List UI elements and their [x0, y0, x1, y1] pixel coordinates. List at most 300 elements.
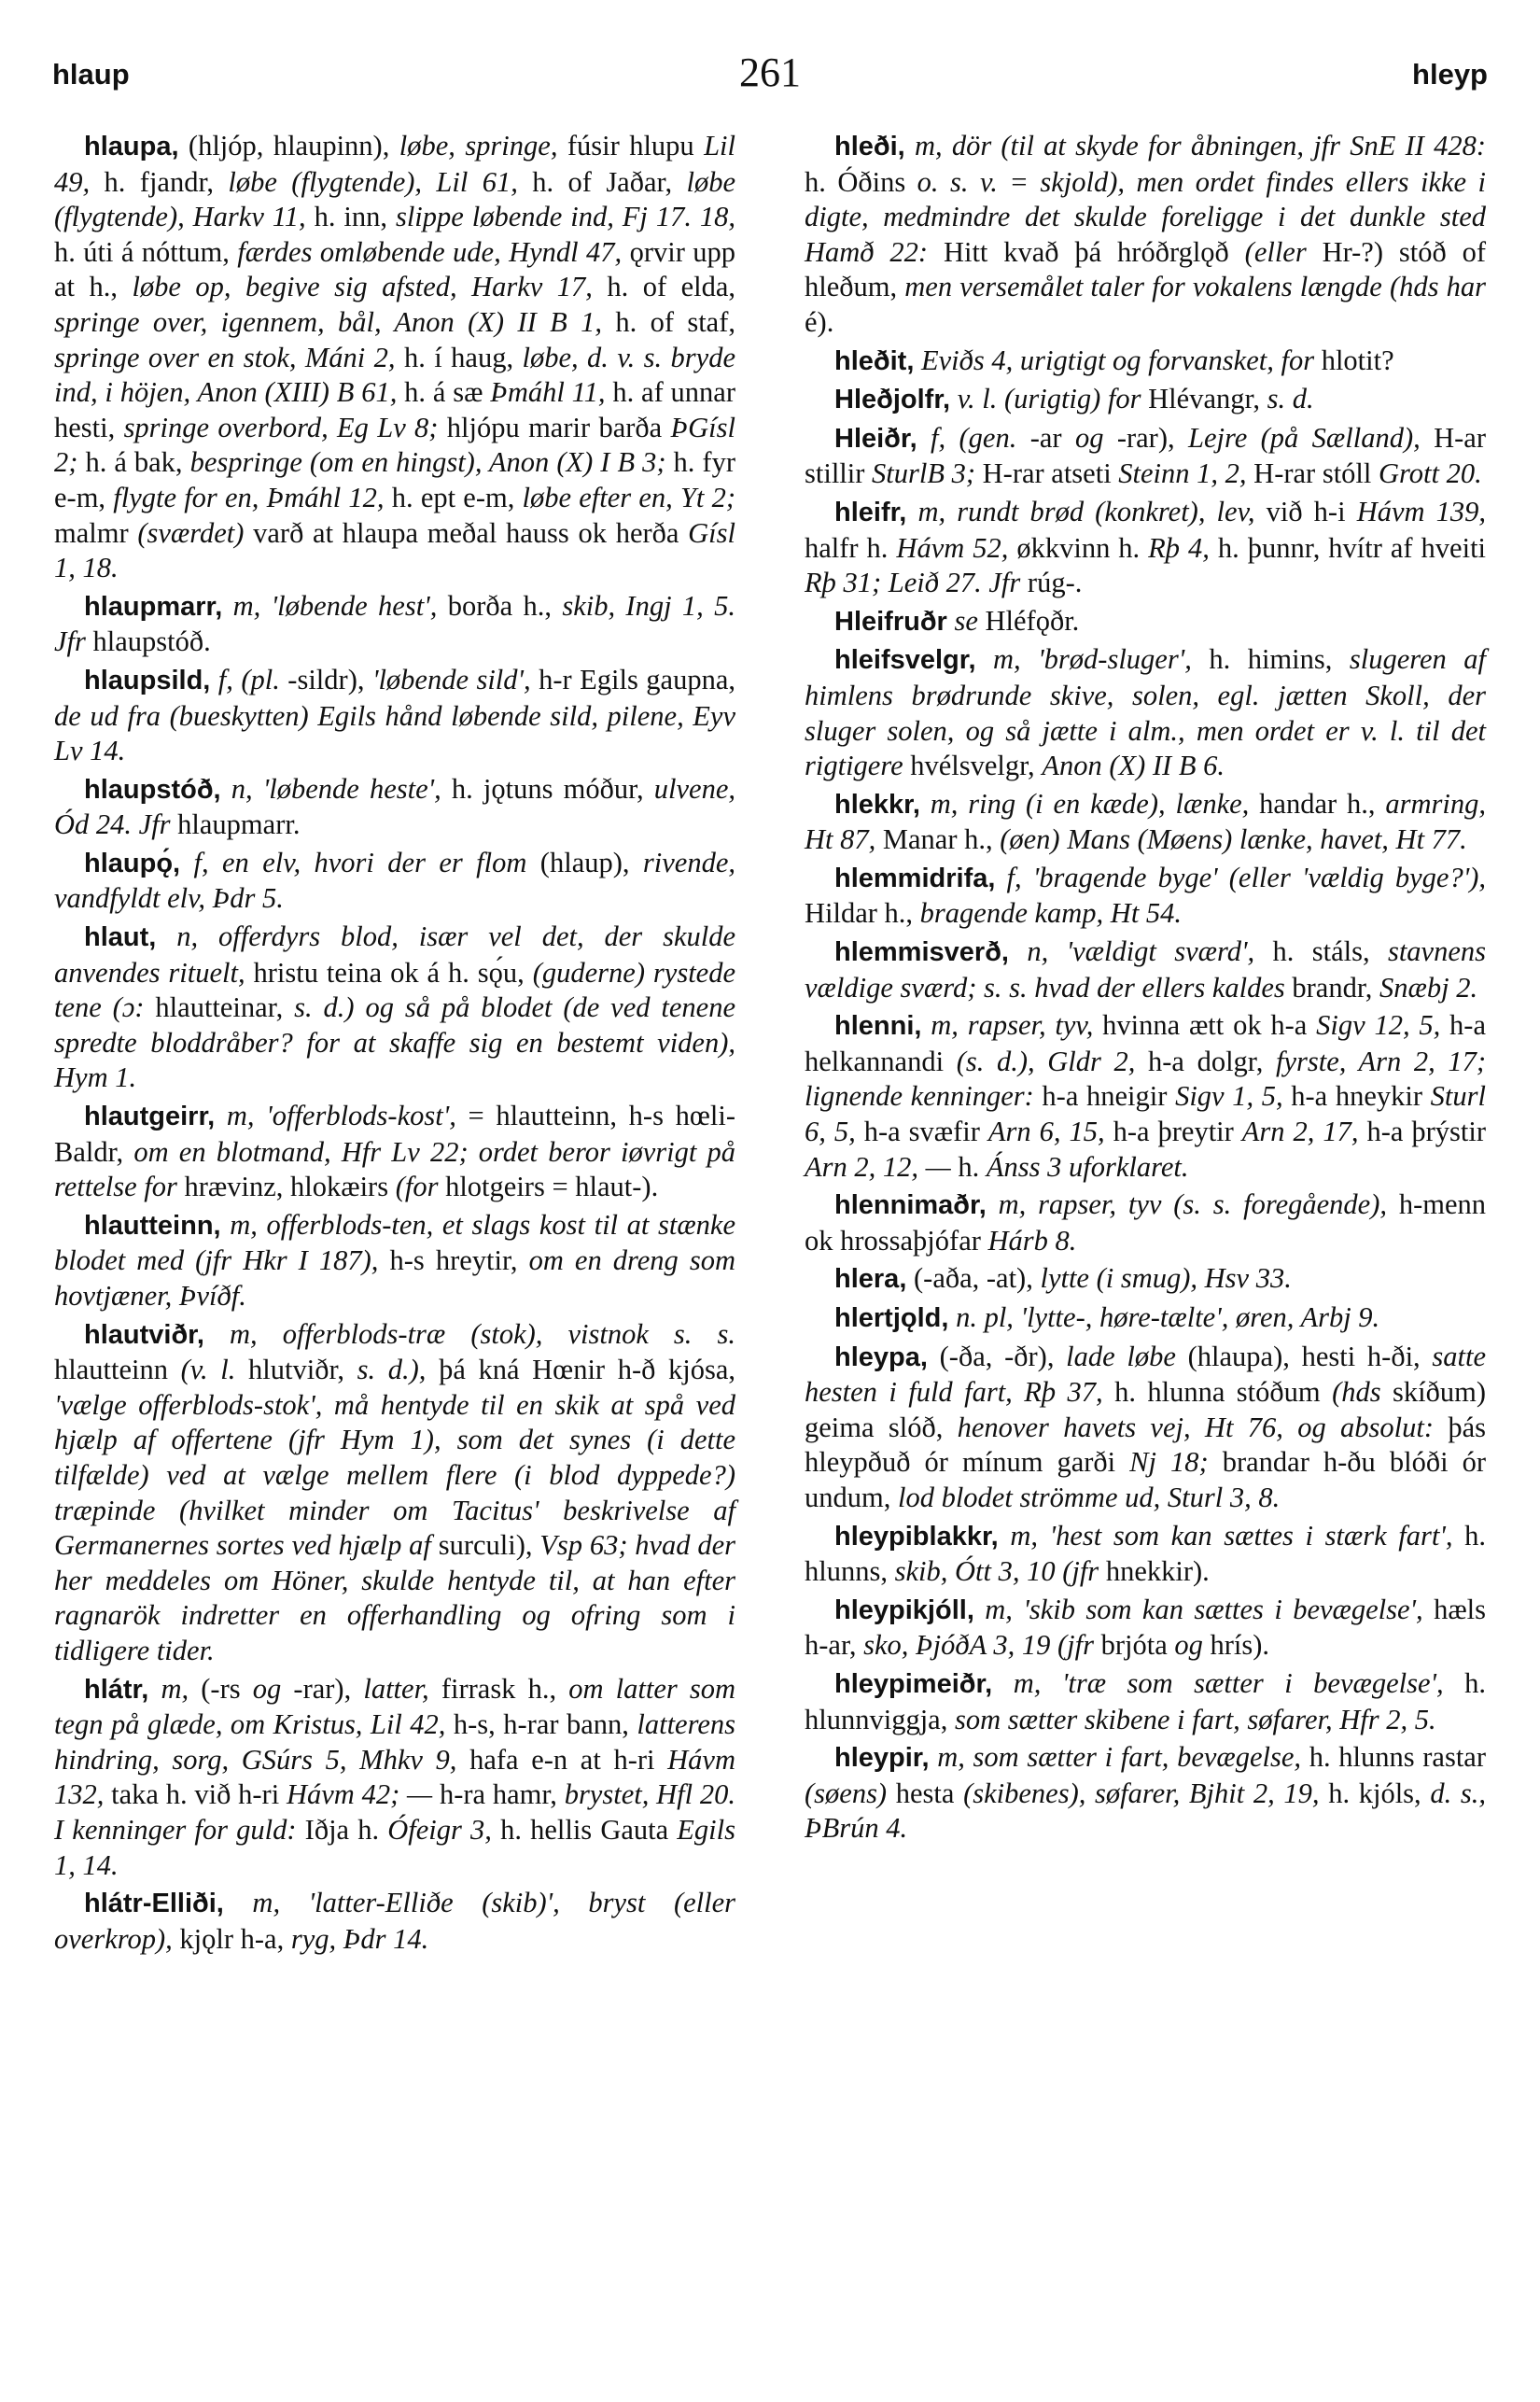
entry-text: 'løbende sild',	[371, 663, 531, 695]
entry-text	[995, 862, 1006, 893]
entry-text	[950, 383, 958, 414]
entry-text: Arn 6, 15,	[987, 1116, 1105, 1148]
entry-headword: hlátr-Elliði,	[84, 1889, 224, 1919]
entry-text: halfr h.	[805, 531, 897, 564]
entry-text: Iðja h.	[296, 1813, 388, 1846]
entry-headword: hlátr,	[84, 1674, 149, 1705]
dictionary-entry	[54, 663, 735, 769]
entry-text: h. hellis Gauta	[491, 1813, 678, 1846]
entry-text: Þmáhl 11,	[490, 376, 606, 409]
entry-text	[999, 1520, 1011, 1552]
dictionary-entry	[54, 1208, 735, 1314]
right-running-headword: hleyp	[1412, 58, 1488, 91]
entry-text: hrís).	[1202, 1629, 1270, 1662]
entry-text: s. d.	[1267, 383, 1314, 415]
entry-text: ryg, Þdr 14.	[290, 1922, 429, 1955]
page-header	[52, 49, 1488, 105]
entry-text: fyrste, Arn 2, 17; lignende kenninger:	[805, 1045, 1486, 1113]
entry-text: lade løbe	[1066, 1340, 1176, 1372]
dictionary-entry	[805, 1740, 1486, 1847]
entry-text: springe overbord, Eg Lv 8;	[123, 411, 439, 443]
entry-text: h. hlunns rastar	[1301, 1741, 1486, 1774]
entry-text: Hávm 52,	[896, 531, 1009, 564]
entry-text: m, rapser, tyv,	[931, 1009, 1094, 1042]
entry-text	[930, 1741, 938, 1773]
entry-text: h. á sæ	[397, 376, 491, 409]
entry-text: bragende kamp, Ht 54.	[919, 897, 1183, 930]
entry-text: brjóta	[1093, 1629, 1175, 1662]
entry-text: m, 'løbende hest',	[232, 589, 438, 622]
dictionary-entry	[805, 421, 1486, 492]
entry-text: Egils 1, 14.	[54, 1813, 735, 1881]
dictionary-entry	[54, 1317, 735, 1669]
entry-text: h-a hneigir	[1033, 1080, 1176, 1113]
entry-text	[976, 643, 994, 675]
entry-text: slippe løbende ind, Fj 17. 18,	[395, 201, 735, 233]
entry-text: hafa e-n at h-ri	[456, 1743, 668, 1776]
entry-headword: hlekkr,	[834, 789, 920, 820]
entry-text	[920, 788, 931, 820]
dictionary-entry	[805, 1187, 1486, 1258]
entry-text: om en blotmand, Hfr Lv 22; ordet beror iøvrigt på rettelse for	[54, 1135, 735, 1203]
entry-text: h. Óðins	[805, 165, 917, 198]
entry-text	[180, 847, 193, 878]
entry-text: -rar),	[281, 1672, 364, 1705]
entry-text: bespringe (om en hingst), Anon (X) I B 3;	[189, 446, 666, 479]
entry-text: m, som sætter i fart, bevægelse,	[937, 1741, 1302, 1774]
entry-text: færdes omløbende ude, Hyndl 47,	[237, 235, 623, 268]
entry-headword: hlemmidrifa,	[834, 863, 996, 893]
entry-text: og	[252, 1672, 282, 1705]
dictionary-entry	[805, 1340, 1486, 1516]
entry-text: h. hlunna stóðum	[1102, 1376, 1333, 1409]
entry-text: Vsp 63; hvad der her meddeles om Höner, skulde hentyde til, at han efter ragnarök indretter en offerhandling og ofring som i tidligere tider.	[54, 1529, 736, 1666]
entry-text: við h-i	[1254, 495, 1357, 527]
entry-text: h. hlunnviggja,	[805, 1666, 1487, 1735]
entry-text: Ófeigr 3,	[387, 1813, 492, 1846]
entry-text: skib, Ingj 1, 5. Jfr	[54, 589, 736, 658]
entry-text: armring, Ht 87,	[805, 787, 1487, 856]
entry-text: h. fjandr,	[90, 165, 229, 198]
entry-text: Hr-?) stóð of hleðum,	[805, 235, 1486, 303]
entry-text: f, 'bragende byge' (eller 'vældig byge?'),	[1006, 861, 1486, 893]
entry-text	[914, 344, 921, 376]
dictionary-entry	[805, 1300, 1486, 1337]
entry-text: borða h.,	[437, 589, 563, 622]
entry-text	[1009, 935, 1027, 967]
entry-text: h. of Jaðar,	[517, 165, 687, 198]
entry-text: h. úti á nóttum,	[54, 235, 238, 268]
entry-text: om latter som tegn på glæde, om Kristus, Lil 42,	[54, 1672, 736, 1741]
entry-text: de ud fra (bueskytten) Egils hånd løbende sild, pilene, Eyv Lv 14.	[54, 699, 735, 767]
entry-headword: hlertjǫld,	[834, 1303, 949, 1333]
entry-text: hvinna ætt ok h-a	[1093, 1009, 1317, 1042]
entry-headword: Hleðjolfr,	[834, 385, 951, 415]
entry-text: løbe, d. v. s. bryde ind, i höjen, Anon (XIII) B 61,	[54, 341, 735, 409]
entry-text	[992, 1667, 1013, 1699]
entry-text: hlotit?	[1314, 344, 1394, 376]
entry-text: ulvene, Ód 24. Jfr	[54, 772, 736, 841]
dictionary-entry	[805, 1008, 1486, 1185]
entry-text: Nj 18;	[1129, 1446, 1209, 1479]
entry-text: = hlautteinn, h-s hœli-Baldr,	[54, 1100, 735, 1168]
entry-headword: hlaut,	[84, 922, 157, 953]
entry-text: surculi),	[430, 1529, 540, 1562]
entry-text: (øen) Mans (Møens) lænke, havet, Ht 77.	[1000, 823, 1467, 856]
entry-text: ǫrvir upp at h.,	[54, 235, 735, 303]
entry-text	[974, 1594, 985, 1625]
entry-text: f, en elv, hvori der er flom	[193, 846, 527, 878]
dictionary-entry	[805, 1519, 1486, 1590]
entry-text: hæls h-ar,	[805, 1593, 1487, 1662]
entry-headword: hleifsvelgr,	[834, 645, 976, 676]
entry-text: latter,	[363, 1672, 429, 1705]
entry-text: løbe (flygtende), Lil 61,	[228, 165, 518, 198]
entry-text: h-a svæfir	[855, 1116, 988, 1148]
dictionary-entry	[54, 589, 735, 660]
dictionary-entry	[805, 344, 1486, 380]
entry-text: hlutviðr,	[235, 1354, 357, 1386]
entry-text: h-a þreytir	[1104, 1116, 1242, 1148]
entry-text: brandar h-ðu blóði ór undum,	[805, 1446, 1486, 1513]
entry-text: é).	[805, 305, 834, 338]
left-column	[54, 129, 735, 1960]
entry-text: h. inn,	[305, 201, 396, 233]
entry-text: firrask h.,	[428, 1672, 569, 1705]
entry-text: -ar	[1016, 421, 1075, 454]
entry-text: fúsir hlupu	[557, 130, 705, 162]
entry-text: Manar h.,	[875, 823, 1001, 856]
entry-text: h.	[950, 1150, 987, 1183]
entry-text: Sturl 6, 5,	[805, 1080, 1486, 1148]
entry-text: hesta	[887, 1777, 964, 1809]
entry-text: brandr,	[1284, 971, 1380, 1004]
entry-headword: hlemmisverð,	[834, 937, 1009, 968]
entry-text: m, rundt brød (konkret), lev,	[917, 495, 1255, 527]
entry-text	[948, 1301, 956, 1333]
entry-text: Lejre (på Sælland),	[1188, 421, 1421, 454]
entry-text: m, ring (i en kæde), lænke,	[930, 787, 1250, 820]
dictionary-entry	[54, 920, 735, 1096]
entry-text: f, (gen.	[931, 421, 1017, 454]
dictionary-entry	[805, 642, 1486, 783]
entry-text: latterens hindring, sorg, GSúrs 5, Mhkv 9,	[54, 1708, 735, 1776]
entry-text: 'vælge offerblods-stok', må hentyde til en skik at spå ved hjælp af offertene (jfr Hym 1), som det synes (i dette tilfælde) ved at vælge mellem flere (i blod dyppede?) træpinde (hvilket minder om Tacitus' beskrivelse af Germanernes sortes ved hjælp af	[54, 1388, 735, 1562]
entry-text: (s. d.), Gldr 2,	[956, 1045, 1136, 1077]
entry-headword: hlaupa,	[84, 132, 179, 162]
entry-text: Hárb 8.	[987, 1224, 1077, 1257]
entry-text: (for	[395, 1171, 439, 1203]
entry-text: h-a dolgr,	[1135, 1045, 1276, 1077]
entry-text: n. pl, 'lytte-, høre-tælte', øren, Arbj 9.	[956, 1301, 1380, 1333]
entry-headword: hleypiblakkr,	[834, 1521, 999, 1552]
entry-text: om en dreng som hovtjæner, Þvíðf.	[54, 1244, 735, 1312]
entry-text: rúg-.	[1020, 567, 1083, 599]
entry-text: Arn 2, 12, —	[805, 1150, 951, 1183]
entry-text: m, offerblods-træ (stok), vistnok s. s.	[230, 1317, 735, 1350]
entry-text: Grott 20.	[1379, 457, 1482, 490]
entry-text	[917, 422, 931, 454]
entry-text: (skibenes), søfarer, Bjhit 2, 19,	[963, 1777, 1320, 1809]
entry-text: og	[1174, 1629, 1203, 1662]
dictionary-entry	[805, 382, 1486, 418]
entry-headword: hleypir,	[834, 1743, 930, 1774]
entry-headword: Hleifruðr	[834, 606, 947, 637]
entry-headword: hlaupsild,	[84, 665, 211, 695]
entry-text: o. s. v. = skjold), men ordet findes ellers ikke i digte, medmindre det skulde foreligge i det dunkle sted Hamð 22:	[805, 165, 1486, 268]
dictionary-entry	[805, 129, 1486, 341]
entry-text: Hitt kvað þá hróðrglǫð	[928, 235, 1245, 268]
entry-text: h-a hneykir	[1282, 1080, 1431, 1113]
entry-text: ÞGísl 2;	[54, 411, 735, 479]
entry-headword: hlaupmarr,	[84, 591, 223, 622]
entry-text	[921, 1009, 931, 1041]
entry-text: f, (pl.	[217, 663, 280, 695]
entry-text: n, 'vældigt sværd',	[1027, 935, 1255, 968]
entry-text: m, rapser, tyv (s. s. foregående),	[998, 1188, 1387, 1221]
entry-text: Hávm 132,	[54, 1743, 735, 1811]
entry-text: (eller	[1244, 235, 1307, 268]
entry-headword: hlenni,	[834, 1011, 922, 1042]
entry-text: kjǫlr h-a,	[172, 1922, 291, 1955]
entry-headword: Hleiðr,	[834, 423, 917, 454]
entry-text: malmr	[54, 516, 138, 549]
entry-text: h. á bak,	[77, 446, 190, 479]
entry-text: (-aða, -at),	[906, 1262, 1041, 1295]
entry-text: slugeren af himlens brødrunde skive, solen, egl. jætten Skoll, der sluger solen, og så jætte i alm., men ordet er v. l. til det rigtigere	[805, 643, 1486, 782]
entry-text: springe over, igennem, bål, Anon (X) II B 1,	[54, 305, 602, 338]
entry-text: m, 'brød-sluger',	[993, 643, 1192, 676]
entry-text: h. jǫtuns móður,	[441, 772, 654, 805]
dictionary-entry	[805, 495, 1486, 601]
entry-headword: hleypimeiðr,	[834, 1668, 993, 1699]
entry-text: løbe efter en, Yt 2;	[522, 481, 735, 513]
entry-text: Gísl 1, 18.	[54, 516, 735, 584]
dictionary-entry	[54, 129, 735, 586]
entry-text: Sigv 12, 5,	[1316, 1009, 1441, 1042]
entry-text: Rþ 4,	[1148, 531, 1210, 564]
entry-text: løbe (flygtende), Harkv 11,	[54, 165, 735, 233]
entry-text: hvélsvelgr,	[903, 750, 1043, 782]
dictionary-entry	[54, 846, 735, 917]
entry-text: flygte for en, Þmáhl 12,	[113, 481, 385, 513]
entry-text: h-r Egils gaupna,	[530, 663, 736, 695]
entry-text: Steinn 1, 2,	[1118, 457, 1247, 490]
entry-text	[905, 130, 915, 162]
entry-text: (hljóp, hlaupinn),	[178, 130, 399, 162]
dictionary-entry	[54, 1886, 735, 1957]
entry-text: Rþ 31; Leið 27. Jfr	[805, 567, 1021, 599]
entry-text: Ánss 3 uforklaret.	[986, 1150, 1189, 1183]
entry-text: h. stáls,	[1254, 935, 1388, 968]
dictionary-entry	[54, 772, 735, 843]
entry-text	[221, 1209, 231, 1241]
entry-text: økkvinn h.	[1008, 531, 1149, 564]
entry-text: þás hleypðuð ór mínum garði	[805, 1411, 1486, 1479]
entry-text: henover havets vej, Ht 76, og absolut:	[957, 1411, 1434, 1443]
entry-text: skib, Ótt 3, 10 (jfr	[894, 1555, 1099, 1588]
dictionary-entry	[805, 1261, 1486, 1298]
dictionary-entry	[54, 1099, 735, 1205]
entry-text: h. þunnr, hvítr af hveiti	[1209, 531, 1487, 564]
entry-text: brystet, Hfl 20. I kenninger for guld:	[54, 1778, 735, 1846]
entry-text: hrævinz, hlokæirs	[176, 1171, 396, 1203]
entry-headword: hleði,	[834, 132, 905, 162]
entry-headword: hlautteinn,	[84, 1210, 221, 1241]
entry-text	[156, 920, 176, 952]
entry-text: h. hlunns,	[805, 1519, 1487, 1588]
entry-text: rivende, vandfyldt elv, Þdr 5.	[54, 846, 736, 915]
entry-text: Hlévangr,	[1141, 383, 1267, 415]
entry-text: Hléfǫðr.	[977, 604, 1080, 637]
entry-text: m, 'latter-Elliðe (skib)', bryst (eller overkrop),	[54, 1887, 736, 1955]
entry-text: lod blodet strömme ud, Sturl 3, 8.	[897, 1481, 1281, 1513]
entry-text: (hds	[1332, 1376, 1381, 1409]
dictionary-entry	[805, 604, 1486, 640]
entry-text	[148, 1673, 161, 1705]
entry-text: taka h. við h-ri	[104, 1778, 287, 1811]
entry-text: h. himins,	[1191, 643, 1350, 676]
entry-headword: hleifr,	[834, 497, 907, 527]
dictionary-entry	[805, 1666, 1486, 1737]
entry-text: m, 'offerblods-kost',	[226, 1100, 456, 1132]
entry-text: sko, ÞjóðA 3, 19 (jfr	[863, 1629, 1094, 1662]
entry-text: d. s., ÞBrún 4.	[805, 1777, 1486, 1845]
dictionary-entry	[805, 787, 1486, 858]
entry-text: v. l. (urigtig) for	[957, 383, 1141, 415]
entry-text: m, 'træ som sætter i bevægelse',	[1013, 1666, 1444, 1699]
entry-text: varð at hlaupa meðal hauss ok herða	[244, 516, 689, 549]
entry-text: h. í haug,	[395, 341, 523, 373]
entry-text	[906, 496, 917, 527]
entry-text: þá kná Hœnir h-ð kjósa,	[426, 1354, 736, 1386]
entry-text: Lil 49,	[54, 130, 736, 198]
dictionary-entry	[54, 1672, 735, 1884]
entry-text: skíðum) geima slóð,	[805, 1376, 1486, 1443]
entry-text: og	[1074, 421, 1104, 454]
entry-headword: hlennimaðr,	[834, 1190, 987, 1221]
entry-text: Anon (X) II B 6.	[1042, 750, 1225, 782]
entry-text: (guderne) rystede tene (ɔ:	[54, 956, 735, 1024]
entry-headword: hlaupstóð,	[84, 774, 221, 805]
entry-text: springe over en stok, Máni 2,	[54, 341, 396, 373]
entry-text: lytte (i smug), Hsv 33.	[1040, 1262, 1292, 1295]
entry-text: se	[954, 604, 978, 637]
entry-headword: hlera,	[834, 1264, 907, 1295]
entry-text: (sværdet)	[137, 516, 245, 549]
entry-text	[215, 1100, 227, 1131]
entry-text: Hávm 139,	[1356, 495, 1487, 527]
entry-text: h. af unnar hesti,	[54, 376, 736, 443]
entry-text: -sildr),	[279, 663, 372, 695]
entry-text: n, 'løbende heste',	[231, 772, 441, 805]
entry-text: Snæbj 2.	[1379, 971, 1478, 1004]
entry-text: h-s, h-rar bann,	[445, 1708, 637, 1741]
entry-text: hlaupmarr.	[170, 808, 301, 841]
entry-text: (-ða, -ðr),	[927, 1340, 1067, 1372]
entry-text: hnekkir).	[1099, 1555, 1210, 1588]
entry-headword: hlaupǫ́,	[84, 848, 181, 878]
entry-text: h-a þrýstir	[1358, 1116, 1487, 1148]
entry-text: SturlB 3;	[872, 457, 976, 490]
entry-text: m, 'skib som kan sættes i bevægelse',	[985, 1593, 1423, 1625]
entry-text: som sætter skibene i fart, søfarer, Hfr 2, 5.	[954, 1703, 1436, 1735]
entry-headword: hleðit,	[834, 345, 915, 376]
dictionary-entry	[805, 934, 1486, 1005]
entry-text: h. ept e-m,	[384, 481, 523, 513]
entry-text: hlotgeirs = hlaut-).	[438, 1171, 659, 1203]
dictionary-entry	[805, 1593, 1486, 1664]
entry-text: satte hesten i fuld fart, Rþ 37,	[805, 1340, 1486, 1409]
entry-text: hlaupstóð.	[85, 625, 211, 658]
entry-text	[987, 1188, 999, 1220]
entry-text: m, dör (til at skyde for åbningen, jfr SnE II 428:	[914, 130, 1487, 162]
entry-text: Hildar h.,	[805, 897, 920, 930]
entry-text	[210, 664, 217, 695]
entry-text: (v. l.	[180, 1354, 236, 1386]
entry-text: h. fyr e-m,	[54, 446, 735, 513]
entry-text: s. d.) og så på blodet (de ved tenene spredte bloddråber? for at skaffe sig en bestemt viden), Hym 1.	[54, 991, 735, 1094]
entry-text: (hlaupa), hesti h-ði,	[1175, 1340, 1433, 1372]
entry-text: hlautteinn	[54, 1354, 181, 1386]
entry-text: -rar),	[1103, 421, 1188, 454]
entry-text: h. kjóls,	[1319, 1777, 1431, 1809]
entry-text: h-a helkannandi	[805, 1009, 1487, 1077]
entry-text: hristu teina ok á h. sǫ́u,	[245, 956, 533, 989]
entry-text: h-ra hamr,	[432, 1778, 565, 1811]
entry-text: m, 'hest som kan sættes i stærk fart',	[1010, 1519, 1453, 1552]
entry-text: løbe, springe,	[399, 130, 558, 162]
entry-headword: hleypa,	[834, 1341, 928, 1372]
entry-text: m, offerblods-ten, et slags kost til at stænke blodet med (jfr Hkr I 187),	[54, 1208, 735, 1277]
page-number: 261	[739, 49, 801, 95]
entry-text: (-rs	[189, 1672, 253, 1705]
entry-text: men versemålet taler for vokalens længde (hds har	[904, 271, 1486, 303]
entry-text: (søens)	[805, 1777, 888, 1809]
entry-text: handar h.,	[1249, 787, 1386, 820]
entry-text	[224, 1887, 253, 1918]
right-column	[805, 129, 1486, 1849]
entry-headword: hleypikjóll,	[834, 1594, 974, 1625]
entry-text: H-rar atseti	[975, 457, 1119, 490]
entry-text: (hlaup),	[526, 846, 643, 878]
entry-headword: hlautgeirr,	[84, 1102, 216, 1132]
entry-text: Hávm 42; —	[286, 1778, 433, 1811]
entry-text: hlautteinar,	[144, 991, 295, 1024]
entry-text: Sigv 1, 5,	[1175, 1080, 1283, 1113]
entry-text: h. of staf,	[601, 305, 735, 338]
entry-text: Arn 2, 17,	[1241, 1116, 1359, 1148]
dictionary-entry	[805, 861, 1486, 932]
entry-text	[221, 773, 231, 805]
entry-text: s. d.),	[357, 1354, 427, 1386]
entry-text: stavnens vældige sværd; s. s. hvad der ellers kaldes	[805, 935, 1486, 1004]
entry-text	[222, 590, 232, 622]
entry-text: H-ar stillir	[805, 421, 1486, 490]
entry-text: løbe op, begive sig afsted, Harkv 17,	[132, 271, 593, 303]
entry-text: h-s hreytir,	[378, 1244, 529, 1277]
entry-text: n, offerdyrs blod, især vel det, der skulde anvendes rituelt,	[54, 920, 735, 989]
entry-text: h. of elda,	[592, 271, 735, 303]
left-running-headword: hlaup	[52, 58, 130, 91]
entry-text	[204, 1318, 230, 1350]
entry-text: h-menn ok hrossaþjófar	[805, 1188, 1487, 1257]
entry-text: hljópu marir barða	[438, 411, 671, 443]
entry-headword: hlautviðr,	[84, 1319, 204, 1350]
entry-text: m,	[161, 1672, 189, 1705]
entry-text: H-rar stóll	[1246, 457, 1379, 490]
entry-text: Eviðs 4, urigtigt og forvansket, for	[921, 344, 1315, 376]
